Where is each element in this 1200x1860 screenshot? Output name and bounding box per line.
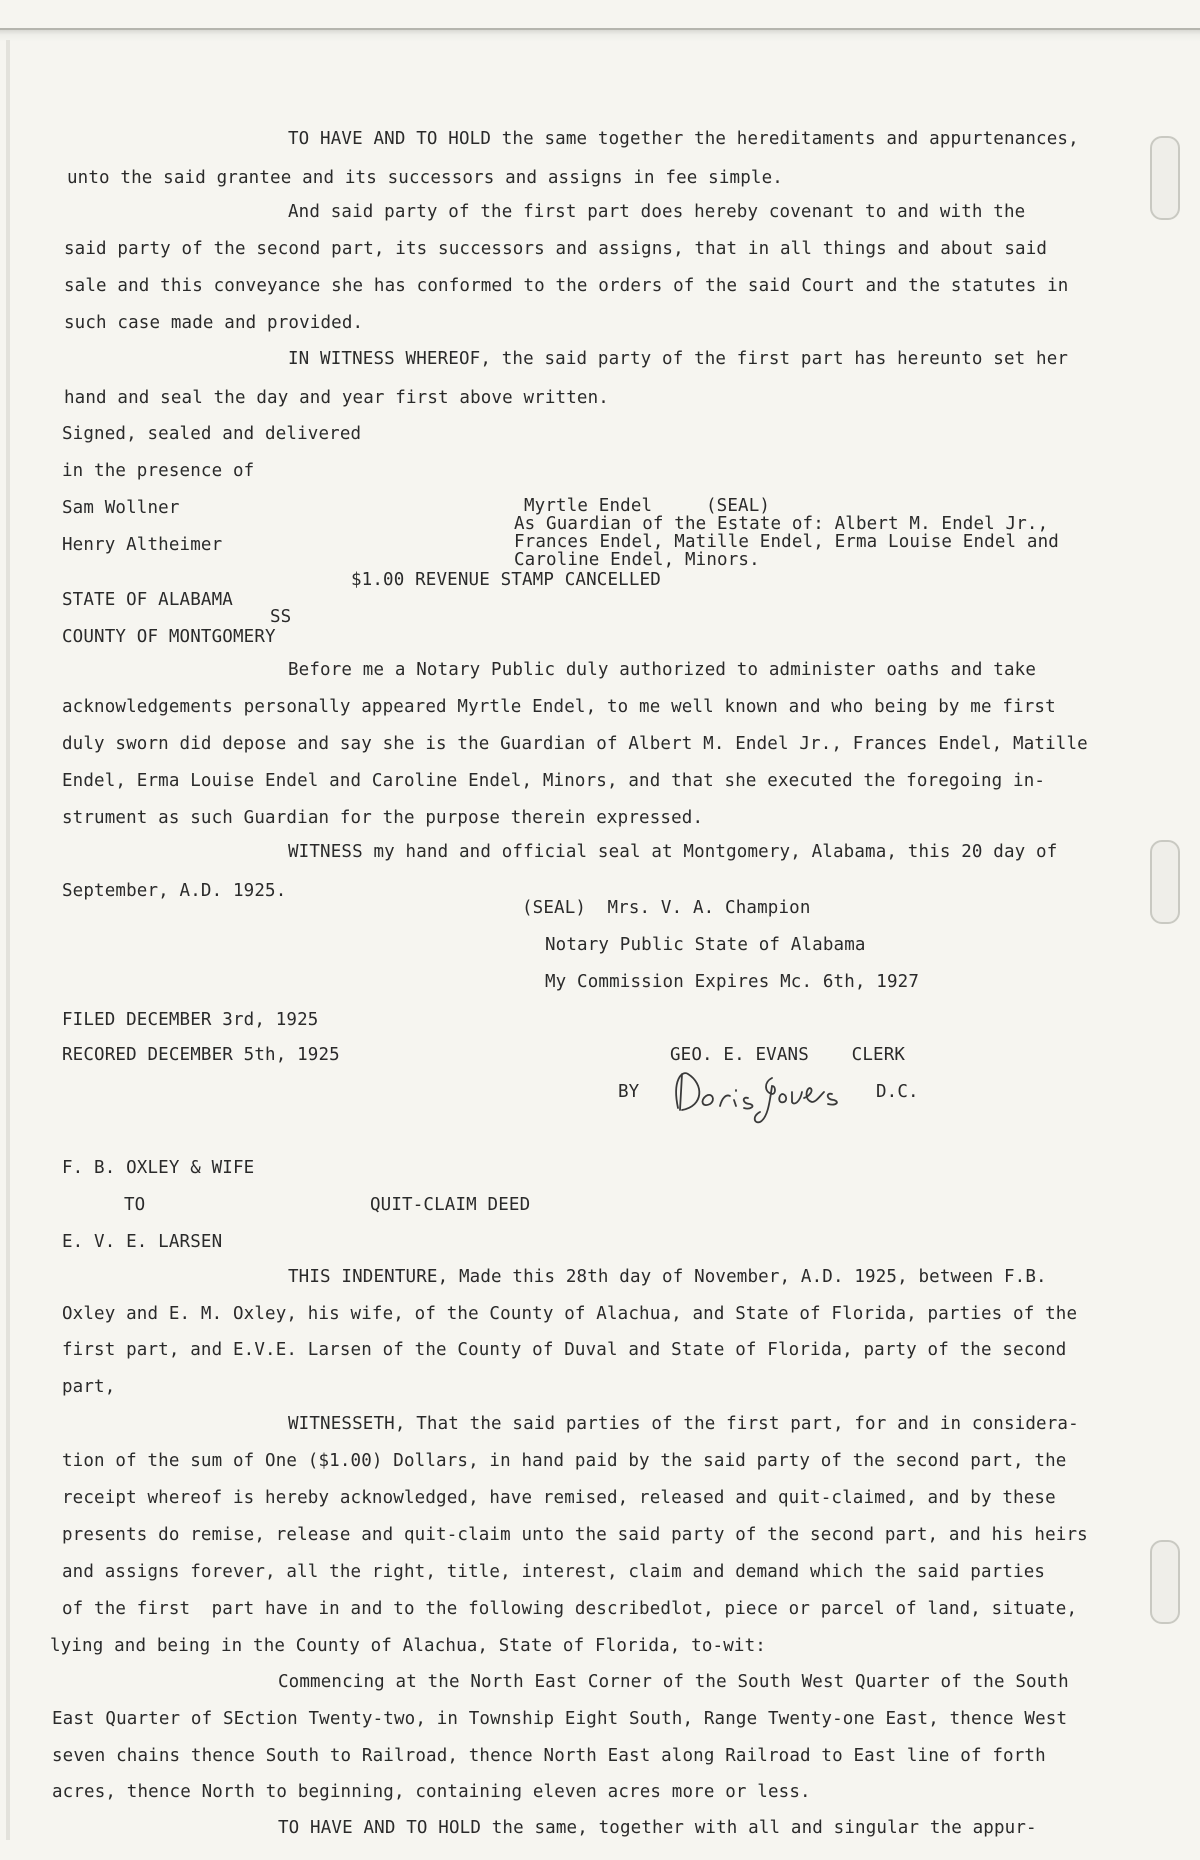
handwritten-signature-icon xyxy=(664,1060,864,1130)
page-top-edge xyxy=(0,28,1200,42)
guardian-line1: As Guardian of the Estate of: Albert M. Endel Jr., xyxy=(514,514,1049,534)
to-label: TO xyxy=(124,1195,146,1215)
notary-title: Notary Public State of Alabama xyxy=(545,935,866,955)
binder-hole-icon xyxy=(1150,136,1180,220)
habendum-line1: TO HAVE AND TO HOLD the same, together with all and singular the appur- xyxy=(278,1818,1037,1838)
signer-name: Myrtle Endel xyxy=(524,496,653,516)
indenture-line1: THIS INDENTURE, Made this 28th day of November, A.D. 1925, between F.B. xyxy=(288,1267,1047,1287)
state-heading: STATE OF ALABAMA xyxy=(62,590,233,610)
para2-line2: said party of the second part, its successors and assigns, that in all things and about said xyxy=(64,239,1048,259)
para3-line2: hand and seal the day and year first above written. xyxy=(64,388,609,408)
grantor-heading: F. B. OXLEY & WIFE xyxy=(62,1158,255,1178)
guardian-line2: Frances Endel, Matille Endel, Erma Louise Endel and xyxy=(514,532,1059,552)
witnesseth-line3: receipt whereof is hereby acknowledged, have remised, released and quit-claimed, and by these xyxy=(62,1488,1056,1508)
para2-line4: such case made and provided. xyxy=(64,313,364,333)
indenture-line4: part, xyxy=(62,1377,116,1397)
ack-line4: Endel, Erma Louise Endel and Caroline Endel, Minors, and that she executed the foregoing in- xyxy=(62,771,1046,791)
witness-clause-line1: WITNESS my hand and official seal at Montgomery, Alabama, this 20 day of xyxy=(288,842,1058,862)
clerk-name: GEO. E. EVANS CLERK xyxy=(670,1045,906,1065)
indenture-line3: first part, and E.V.E. Larsen of the County of Duval and State of Florida, party of the second xyxy=(62,1340,1067,1360)
by-label: BY xyxy=(618,1082,640,1102)
witnesseth-line4: presents do remise, release and quit-claim unto the said party of the second part, and his heirs xyxy=(62,1525,1088,1545)
witnesseth-line5: and assigns forever, all the right, title, interest, claim and demand which the said parties xyxy=(62,1562,1046,1582)
guardian-line3: Caroline Endel, Minors. xyxy=(514,550,760,570)
county-heading: COUNTY OF MONTGOMERY xyxy=(62,627,276,647)
description-line2: East Quarter of SEction Twenty-two, in Township Eight South, Range Twenty-one East, thence West xyxy=(52,1709,1068,1729)
recorded-date: RECORED DECEMBER 5th, 1925 xyxy=(62,1045,340,1065)
witnesseth-line7: lying and being in the County of Alachua, State of Florida, to-wit: xyxy=(50,1636,766,1656)
para1-line2: unto the said grantee and its successors and assigns in fee simple. xyxy=(67,168,783,188)
witness-name-1: Sam Wollner xyxy=(62,498,180,518)
description-line4: acres, thence North to beginning, containing eleven acres more or less. xyxy=(52,1782,811,1802)
signed-line1: Signed, sealed and delivered xyxy=(62,424,362,444)
dc-label: D.C. xyxy=(876,1082,919,1102)
indenture-line2: Oxley and E. M. Oxley, his wife, of the County of Alachua, and State of Florida, parties of the xyxy=(62,1304,1078,1324)
witnesseth-line2: tion of the sum of One ($1.00) Dollars, in hand paid by the said party of the second part, the xyxy=(62,1451,1067,1471)
description-line3: seven chains thence South to Railroad, thence North East along Railroad to East line of forth xyxy=(52,1746,1046,1766)
signer-seal: (SEAL) xyxy=(706,496,771,516)
ss-mark: SS xyxy=(270,607,292,627)
para2-line3: sale and this conveyance she has conformed to the orders of the said Court and the statutes in xyxy=(64,276,1069,296)
notary-name: (SEAL) Mrs. V. A. Champion xyxy=(522,898,811,918)
para2-line1: And said party of the first part does hereby covenant to and with the xyxy=(288,202,1026,222)
revenue-stamp-note: $1.00 REVENUE STAMP CANCELLED xyxy=(351,570,661,590)
signed-line2: in the presence of xyxy=(62,461,255,481)
deed-type-title: QUIT-CLAIM DEED xyxy=(370,1195,531,1215)
witness-name-2: Henry Altheimer xyxy=(62,535,223,555)
ack-line1: Before me a Notary Public duly authorized to administer oaths and take xyxy=(288,660,1037,680)
para3-line1: IN WITNESS WHEREOF, the said party of the first part has hereunto set her xyxy=(288,349,1069,369)
description-line1: Commencing at the North East Corner of the South West Quarter of the South xyxy=(278,1672,1069,1692)
ack-line5: strument as such Guardian for the purpose therein expressed. xyxy=(62,808,704,828)
filed-date: FILED DECEMBER 3rd, 1925 xyxy=(62,1010,319,1030)
witnesseth-line6: of the first part have in and to the following describedlot, piece or parcel of land, situate, xyxy=(62,1599,1078,1619)
page-left-edge xyxy=(6,40,10,1840)
binder-hole-icon xyxy=(1150,840,1180,924)
ack-line2: acknowledgements personally appeared Myrtle Endel, to me well known and who being by me first xyxy=(62,697,1056,717)
grantee-heading: E. V. E. LARSEN xyxy=(62,1232,223,1252)
para1-line1: TO HAVE AND TO HOLD the same together the hereditaments and appurtenances, xyxy=(288,129,1079,149)
binder-hole-icon xyxy=(1150,1540,1180,1624)
ack-line3: duly sworn did depose and say she is the Guardian of Albert M. Endel Jr., Frances Endel, Matille xyxy=(62,734,1088,754)
witness-clause-line2: September, A.D. 1925. xyxy=(62,881,287,901)
witnesseth-line1: WITNESSETH, That the said parties of the first part, for and in considera- xyxy=(288,1414,1079,1434)
notary-commission: My Commission Expires Mc. 6th, 1927 xyxy=(545,972,920,992)
